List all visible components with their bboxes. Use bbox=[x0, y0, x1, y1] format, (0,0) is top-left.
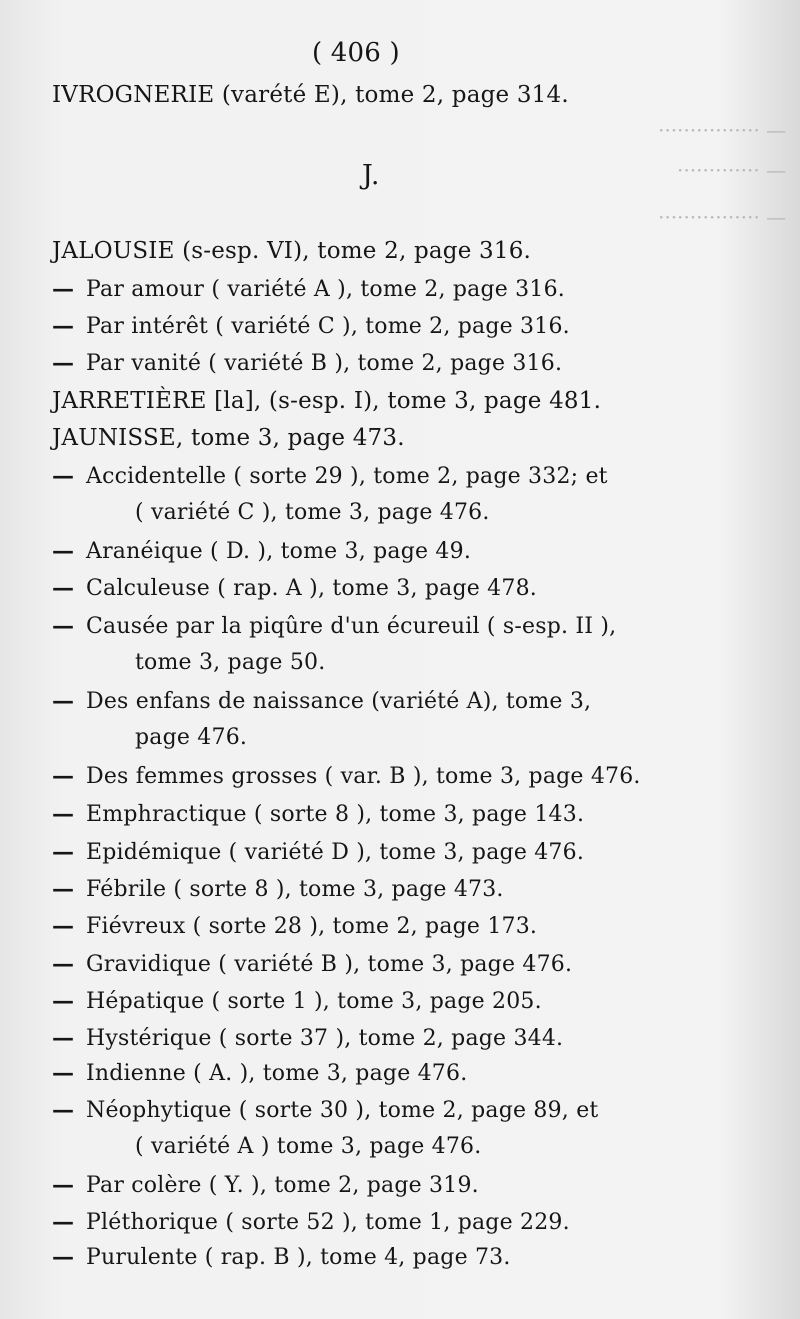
bleed-through: — ················ bbox=[657, 118, 786, 142]
entry-sub: — Par colère ( Y. ), tome 2, page 319. bbox=[52, 1172, 479, 1198]
entry-sub: — Par vanité ( variété B ), tome 2, page 316. bbox=[52, 350, 563, 376]
dash-icon: — bbox=[52, 876, 75, 902]
entry-sub: — Accidentelle ( sorte 29 ), tome 2, page 332; et bbox=[52, 463, 608, 489]
entry-sub: — Epidémique ( variété D ), tome 3, page 476. bbox=[52, 839, 585, 865]
entry-continuation: page 476. bbox=[135, 725, 248, 750]
dash-icon: — bbox=[52, 276, 75, 302]
dash-icon: — bbox=[52, 1244, 75, 1270]
page-number: ( 406 ) bbox=[312, 38, 400, 68]
dash-icon: — bbox=[52, 463, 75, 489]
entry-sub: — Gravidique ( variété B ), tome 3, page 476. bbox=[52, 951, 573, 977]
dash-icon: — bbox=[52, 613, 75, 639]
bleed-through: — ············· bbox=[676, 158, 786, 182]
entry-head: JALOUSIE (s-esp. VI), tome 2, page 316. bbox=[52, 238, 532, 264]
dash-icon: — bbox=[52, 1060, 75, 1086]
entry-sub: — Fébrile ( sorte 8 ), tome 3, page 473. bbox=[52, 876, 504, 902]
entry-head: JARRETIÈRE [la], (s-esp. I), tome 3, page 481. bbox=[52, 388, 602, 414]
entry-sub: — Indienne ( A. ), tome 3, page 476. bbox=[52, 1060, 468, 1086]
bleed-through: — ················ bbox=[657, 205, 786, 229]
entry-sub: — Hépatique ( sorte 1 ), tome 3, page 205. bbox=[52, 988, 542, 1014]
entry-continuation: tome 3, page 50. bbox=[135, 650, 326, 675]
dash-icon: — bbox=[52, 1209, 75, 1235]
dash-icon: — bbox=[52, 839, 75, 865]
entry-sub: — Des enfans de naissance (variété A), tome 3, bbox=[52, 688, 592, 714]
entry-continuation: ( variété A ) tome 3, page 476. bbox=[135, 1134, 482, 1159]
dash-icon: — bbox=[52, 313, 75, 339]
entry-sub: — Purulente ( rap. B ), tome 4, page 73. bbox=[52, 1244, 511, 1270]
entry-sub: — Causée par la piqûre d'un écureuil ( s-esp. II ), bbox=[52, 613, 617, 639]
dash-icon: — bbox=[52, 801, 75, 827]
dash-icon: — bbox=[52, 575, 75, 601]
dash-icon: — bbox=[52, 913, 75, 939]
entry-ivrognerie: IVROGNERIE (varété E), tome 2, page 314. bbox=[52, 82, 569, 108]
entry-sub: — Néophytique ( sorte 30 ), tome 2, page 89, et bbox=[52, 1097, 599, 1123]
dash-icon: — bbox=[52, 988, 75, 1014]
dash-icon: — bbox=[52, 1172, 75, 1198]
dash-icon: — bbox=[52, 1025, 75, 1051]
entry-sub: — Pléthorique ( sorte 52 ), tome 1, page 229. bbox=[52, 1209, 570, 1235]
dash-icon: — bbox=[52, 951, 75, 977]
entry-sub: — Des femmes grosses ( var. B ), tome 3, page 476. bbox=[52, 763, 641, 789]
dash-icon: — bbox=[52, 688, 75, 714]
entry-sub: — Par intérêt ( variété C ), tome 2, page 316. bbox=[52, 313, 570, 339]
entry-head: JAUNISSE, tome 3, page 473. bbox=[52, 425, 405, 451]
dash-icon: — bbox=[52, 350, 75, 376]
dash-icon: — bbox=[52, 538, 75, 564]
entry-continuation: ( variété C ), tome 3, page 476. bbox=[135, 500, 490, 525]
entry-sub: — Emphractique ( sorte 8 ), tome 3, page 143. bbox=[52, 801, 585, 827]
entry-sub: — Hystérique ( sorte 37 ), tome 2, page 344. bbox=[52, 1025, 564, 1051]
dash-icon: — bbox=[52, 1097, 75, 1123]
entry-sub: — Fiévreux ( sorte 28 ), tome 2, page 173. bbox=[52, 913, 538, 939]
section-letter: J. bbox=[362, 160, 380, 191]
entry-sub: — Par amour ( variété A ), tome 2, page 316. bbox=[52, 276, 565, 302]
dash-icon: — bbox=[52, 763, 75, 789]
entry-sub: — Aranéique ( D. ), tome 3, page 49. bbox=[52, 538, 472, 564]
entry-sub: — Calculeuse ( rap. A ), tome 3, page 478. bbox=[52, 575, 537, 601]
